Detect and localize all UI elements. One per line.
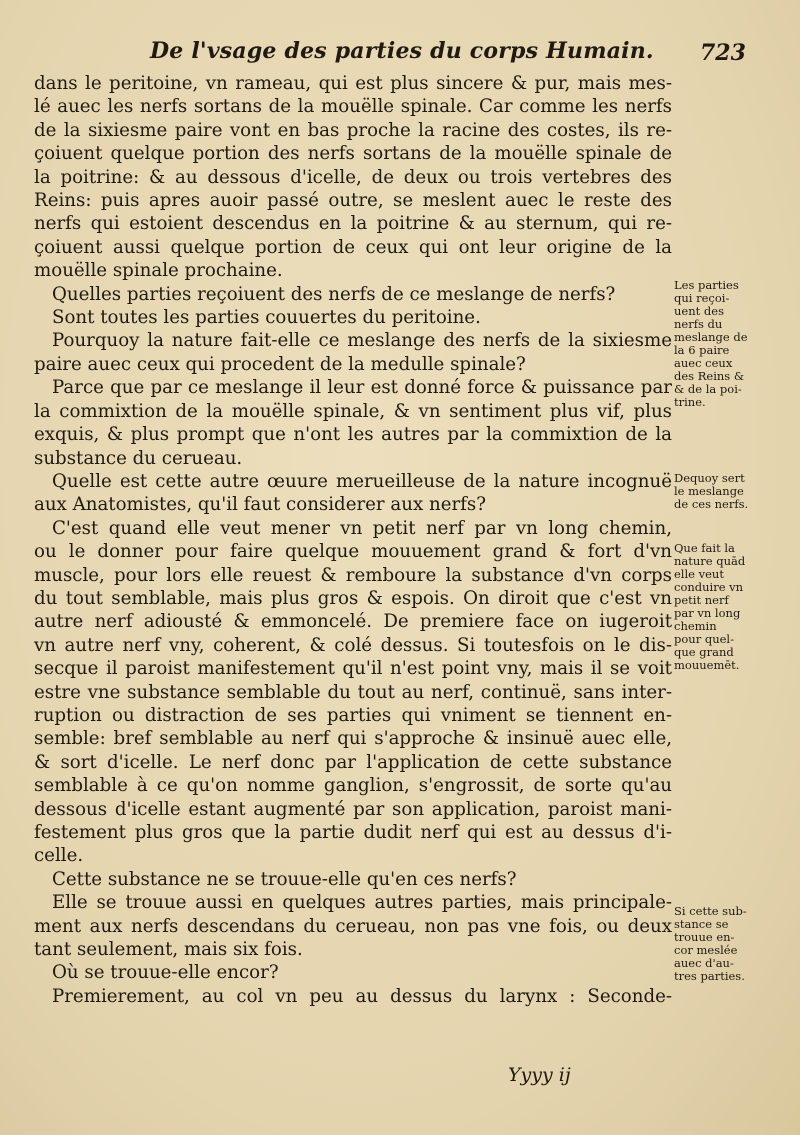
margin-note-line: mouuemēt. — [674, 659, 740, 672]
margin-note-line: uent des — [674, 305, 724, 318]
text-line: celle. — [34, 845, 84, 867]
margin-note-line: nature quād — [674, 555, 746, 568]
text-line: Reins: puis apres auoir passé outre, se meslent auec le reste des — [34, 190, 672, 212]
margin-note-line: qui reçoi- — [674, 292, 730, 305]
margin-note-line: par vn long — [674, 607, 741, 620]
margin-note-line: conduire vn — [674, 581, 744, 594]
margin-note-line: & de la poi- — [674, 383, 742, 396]
margin-note-line: de ces nerfs. — [674, 498, 749, 511]
running-title: De l'vsage des parties du corps Humain. — [150, 38, 654, 64]
text-line: çoiuent aussi quelque portion de ceux qui ont leur origine de la — [34, 236, 672, 258]
margin-note-nature-leading-nerve — [674, 542, 796, 672]
margin-note-line: Les parties — [674, 279, 739, 292]
margin-note-line: pour quel- — [674, 633, 734, 646]
margin-note-line: elle veut — [674, 568, 724, 581]
text-line: tant seulement, mais six fois. — [34, 939, 303, 961]
margin-note-line: Dequoy sert — [674, 472, 745, 485]
margin-note-line: petit nerf — [674, 594, 729, 607]
text-line: muscle, pour lors elle reuest & remboure la substance d'vn corps — [34, 564, 672, 586]
text-line: la commixtion de la mouëlle spinale, & vn sentiment plus vif, plus — [34, 400, 672, 422]
text-line: nerfs qui estoient descendus en la poitrine & au sternum, qui re- — [34, 213, 672, 235]
margin-note-line: le meslange — [674, 485, 744, 498]
text-line: dans le peritoine, vn rameau, qui est plus sincere & pur, mais mes- — [34, 73, 672, 94]
text-line: de la sixiesme paire vont en bas proche la racine des costes, ils re- — [34, 119, 672, 141]
text-line: lé auec les nerfs sortans de la mouëlle spinale. Car comme les nerfs — [34, 96, 672, 118]
text-line: paire auec ceux qui procedent de la medulle spinale? — [34, 353, 526, 375]
answer-line: C'est quand elle veut mener vn petit nerf par vn long chemin, — [52, 517, 672, 539]
text-line: çoiuent quelque portion des nerfs sortans de la mouëlle spinale de — [34, 143, 672, 165]
answer-line: Premierement, au col vn peu au dessus du larynx : Seconde- — [52, 985, 672, 1007]
answer-line: Sont toutes les parties couuertes du peritoine. — [52, 307, 481, 329]
margin-note-line: que grand — [674, 646, 734, 659]
question-line: Cette substance ne se trouue-elle qu'en ces nerfs? — [52, 868, 517, 890]
signature-mark: Yyyy ij — [508, 1064, 571, 1086]
text-line: du tout semblable, mais plus gros & espois. On diroit que c'est vn — [34, 587, 672, 609]
margin-note-line: trouue en- — [674, 931, 735, 944]
question-line: Quelle est cette autre œuure merueilleuse de la nature incognuë — [52, 470, 672, 492]
text-line: aux Anatomistes, qu'il faut considerer aux nerfs? — [34, 494, 486, 516]
margin-note-line: meslange de — [674, 331, 748, 344]
margin-note-substance-in-other-parts — [674, 905, 796, 983]
main-text-block — [34, 72, 672, 1008]
text-line: la poitrine: & au dessous d'icelle, de deux ou trois vertebres des — [34, 166, 672, 188]
text-line: ou le donner pour faire quelque mouuement grand & fort d'vn — [34, 541, 672, 563]
margin-note-line: tres parties. — [674, 970, 745, 983]
text-line: secque il paroist manifestement qu'il n'est point vny, mais il se voit — [34, 658, 672, 680]
text-line: mouëlle spinale prochaine. — [34, 260, 283, 282]
margin-note-line: la 6 paire — [674, 344, 730, 357]
text-line: semblable à ce qu'on nomme ganglion, s'engrossit, de sorte qu'au — [34, 775, 672, 797]
margin-note-purpose-of-mixture — [674, 472, 796, 511]
margin-note-line: nerfs du — [674, 318, 723, 331]
question-line: Quelles parties reçoiuent des nerfs de ce meslange de nerfs? — [52, 283, 616, 305]
text-line: dessous d'icelle estant augmenté par son application, paroist mani- — [34, 798, 672, 820]
text-line: & sort d'icelle. Le nerf donc par l'application de cette substance — [34, 751, 672, 773]
text-line: estre vne substance semblable du tout au nerf, continuë, sans inter- — [34, 681, 672, 703]
margin-note-line: trine. — [674, 396, 706, 409]
margin-note-line: auec ceux — [674, 357, 733, 370]
text-line: vn autre nerf vny, coherent, & colé dessus. Si toutesfois on le dis- — [34, 634, 672, 656]
page-number: 723 — [700, 40, 746, 66]
answer-line: Parce que par ce meslange il leur est donné force & puissance par — [52, 377, 672, 399]
margin-note-line: stance se — [674, 918, 729, 931]
margin-note-parts-receiving-nerves — [674, 279, 796, 409]
text-line: ment aux nerfs descendans du cerueau, non pas vne fois, ou deux — [34, 915, 672, 937]
margin-note-line: cor meslée — [674, 944, 738, 957]
text-line: exquis, & plus prompt que n'ont les autres par la commixtion de la — [34, 424, 672, 446]
text-line: substance du cerueau. — [34, 447, 243, 469]
margin-note-line: chemin — [674, 620, 717, 633]
text-line: festement plus gros que la partie dudit nerf qui est au dessus d'i- — [34, 822, 672, 843]
question-line: Pourquoy la nature fait-elle ce meslange des nerfs de la sixiesme — [52, 330, 672, 352]
text-line: semble: bref semblable au nerf qui s'approche & insinuë auec elle, — [34, 728, 672, 750]
question-line: Où se trouue-elle encor? — [52, 962, 279, 984]
text-line: ruption ou distraction de ses parties qui vniment se tiennent en- — [34, 704, 672, 726]
answer-line: Elle se trouue aussi en quelques autres parties, mais principale- — [52, 892, 672, 914]
margin-note-line: Que fait la — [674, 542, 735, 555]
margin-note-line: auec d'au- — [674, 957, 734, 970]
margin-note-line: Si cette sub- — [674, 905, 747, 918]
margin-note-line: des Reins & — [674, 370, 745, 383]
text-line: autre nerf adiousté & emmoncelé. De premiere face on iugeroit — [34, 611, 672, 633]
